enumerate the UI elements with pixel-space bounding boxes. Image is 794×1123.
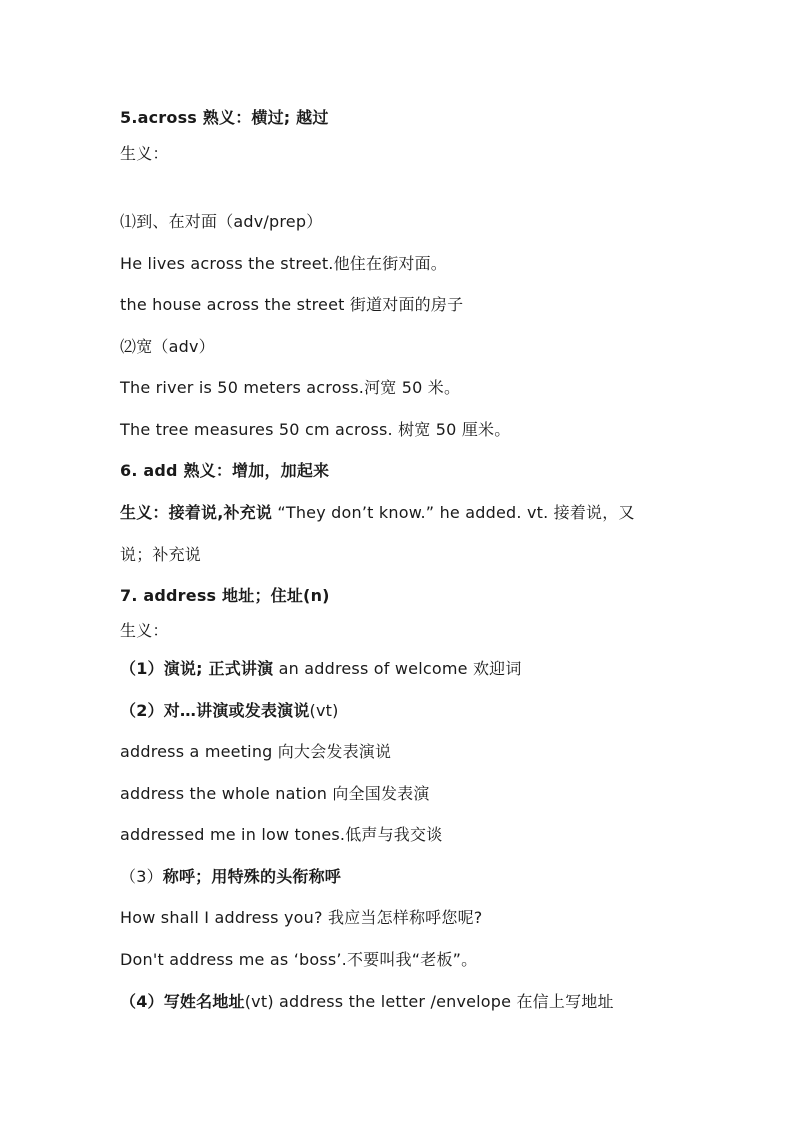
entry-5-example-1: He lives across the street.他住在街对面。 — [120, 254, 447, 273]
entry-7-example-5: Don't address me as ‘boss’.不要叫我“老板”。 — [120, 950, 478, 969]
entry-5-heading: 5.across 熟义：横过; 越过 — [120, 108, 329, 127]
entry-5-example-4: The tree measures 50 cm across. 树宽 50 厘米。 — [120, 420, 511, 439]
entry-5-example-2: the house across the street 街道对面的房子 — [120, 295, 464, 314]
entry-7-sense-label: 生义： — [120, 621, 169, 640]
entry-7-sense-1: （1）演说; 正式讲演 an address of welcome 欢迎词 — [120, 659, 522, 678]
entry-7-example-2: address the whole nation 向全国发表演 — [120, 784, 430, 803]
entry-6-sense-cont: 说；补充说 — [120, 545, 202, 564]
entry-7-sense-2: （2）对…讲演或发表演说(vt) — [120, 701, 339, 720]
entry-5-sense-2: ⑵宽（adv） — [120, 337, 215, 356]
entry-7-sense-4: （4）写姓名地址(vt) address the letter /envelope 在信上写地址 — [120, 992, 614, 1011]
entry-5-example-3: The river is 50 meters across.河宽 50 米。 — [120, 378, 461, 397]
entry-6-sense: 生义：接着说,补充说 “They don’t know.” he added. vt. 接着说，又 — [120, 503, 635, 522]
entry-7-example-4: How shall I address you? 我应当怎样称呼您呢? — [120, 908, 483, 927]
entry-7-example-1: address a meeting 向大会发表演说 — [120, 742, 392, 761]
entry-7-heading: 7. address 地址；住址(n) — [120, 586, 330, 605]
entry-5-sense-label: 生义： — [120, 144, 169, 163]
entry-7-example-3: addressed me in low tones.低声与我交谈 — [120, 825, 443, 844]
entry-6-heading: 6. add 熟义：增加，加起来 — [120, 461, 330, 480]
entry-5-sense-1: ⑴到、在对面（adv/prep） — [120, 212, 323, 231]
entry-7-sense-3: （3）称呼；用特殊的头衔称呼 — [120, 867, 341, 886]
